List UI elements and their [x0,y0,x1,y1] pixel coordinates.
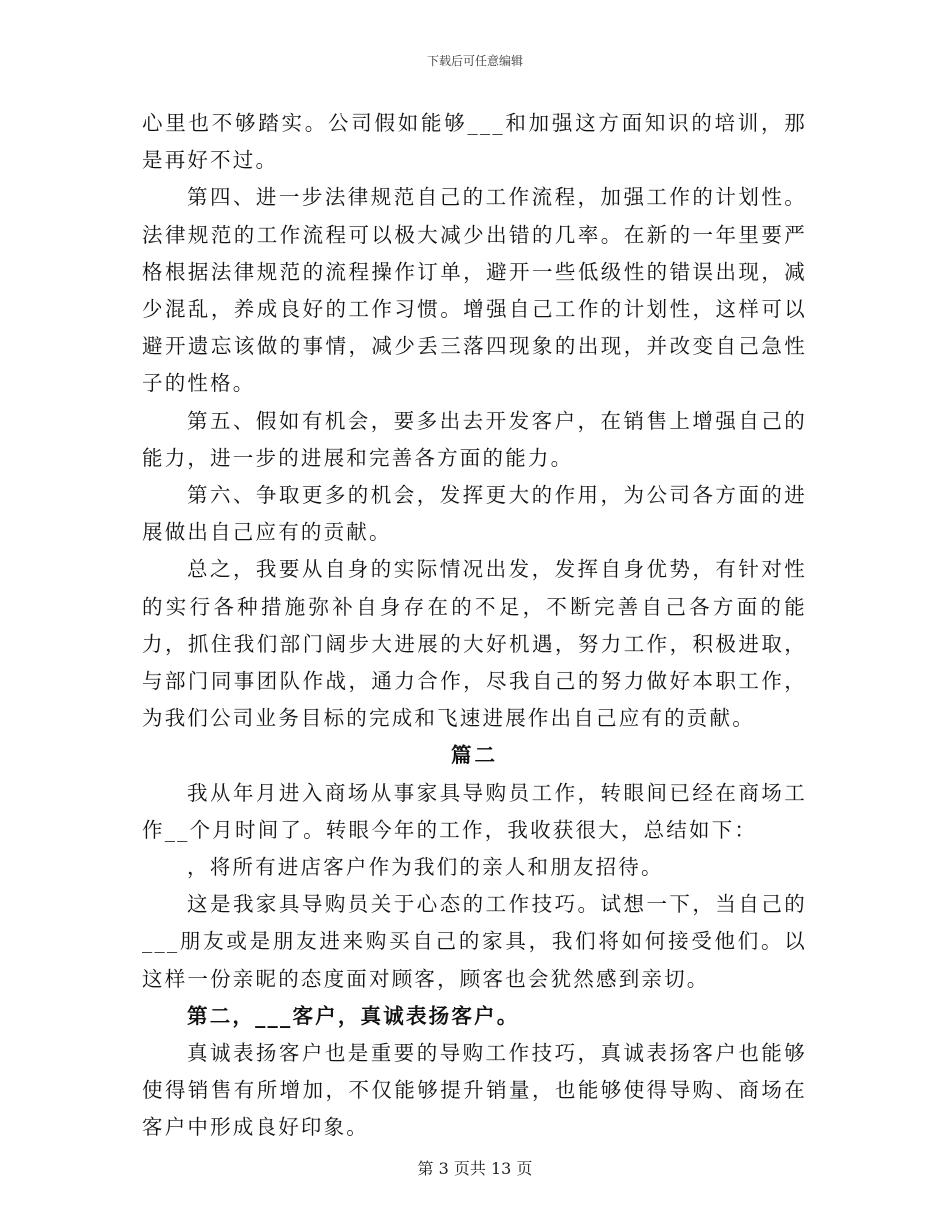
paragraph-first-point: ，将所有进店客户作为我们的亲人和朋友招待。 [187,855,664,880]
paragraph-summary: 总之，我要从自身的实际情况出发，发挥自身优势，有针对性的实行各种措施弥补自身存在的不足，不断完善自己各方面的能力，抓住我们部门阔步大进展的大好机遇，努力工作，积极进取，与部门同事团队作战，通力合作，尽我自己的努力做好本职工作，为我们公司业务目标的完成和飞速进展作出自己应有的贡献。 [142,557,807,731]
paragraph-second-point: 第二，___客户，真诚表扬客户。 [187,1003,520,1028]
page-header: 下载后可任意编辑 [426,54,523,68]
paragraph-fifth: 第五、假如有机会，要多出去开发客户，在销售上增强自己的能力，进一步的进展和完善各方面的能力。 [142,408,807,470]
section-heading: 篇二 [451,743,498,768]
page-footer: 第 3 页共 13 页 [417,1159,533,1178]
paragraph-fourth: 第四、进一步法律规范自己的工作流程，加强工作的计划性。法律规范的工作流程可以极大减少出错的几率。在新的一年里要严格根据法律规范的流程操作订单，避开一些低级性的错误出现，减少混乱，养成良好的工作习惯。增强自己工作的计划性，这样可以避开遗忘该做的事情，减少丢三落四现象的出现，并改变自己急性子的性格。 [142,185,807,396]
paragraph-attitude: 这是我家具导购员关于心态的工作技巧。试想一下，当自己的___朋友或是朋友进来购买自己的家具，我们将如何接受他们。以这样一份亲昵的态度面对顾客，顾客也会犹然感到亲切。 [142,892,807,991]
paragraph-sixth: 第六、争取更多的机会，发挥更大的作用，为公司各方面的进展做出自己应有的贡献。 [142,483,807,545]
document-body [142,105,807,1147]
paragraph-continuation: 心里也不够踏实。公司假如能够___和加强这方面知识的培训，那是再好不过。 [142,111,807,173]
paragraph-praise: 真诚表扬客户也是重要的导购工作技巧，真诚表扬客户也能够使得销售有所增加，不仅能够提升销量，也能够使得导购、商场在客户中形成良好印象。 [142,1041,807,1140]
paragraph-intro: 我从年月进入商场从事家具导购员工作，转眼间已经在商场工作__个月时间了。转眼今年的工作，我收获很大，总结如下： [142,780,807,842]
